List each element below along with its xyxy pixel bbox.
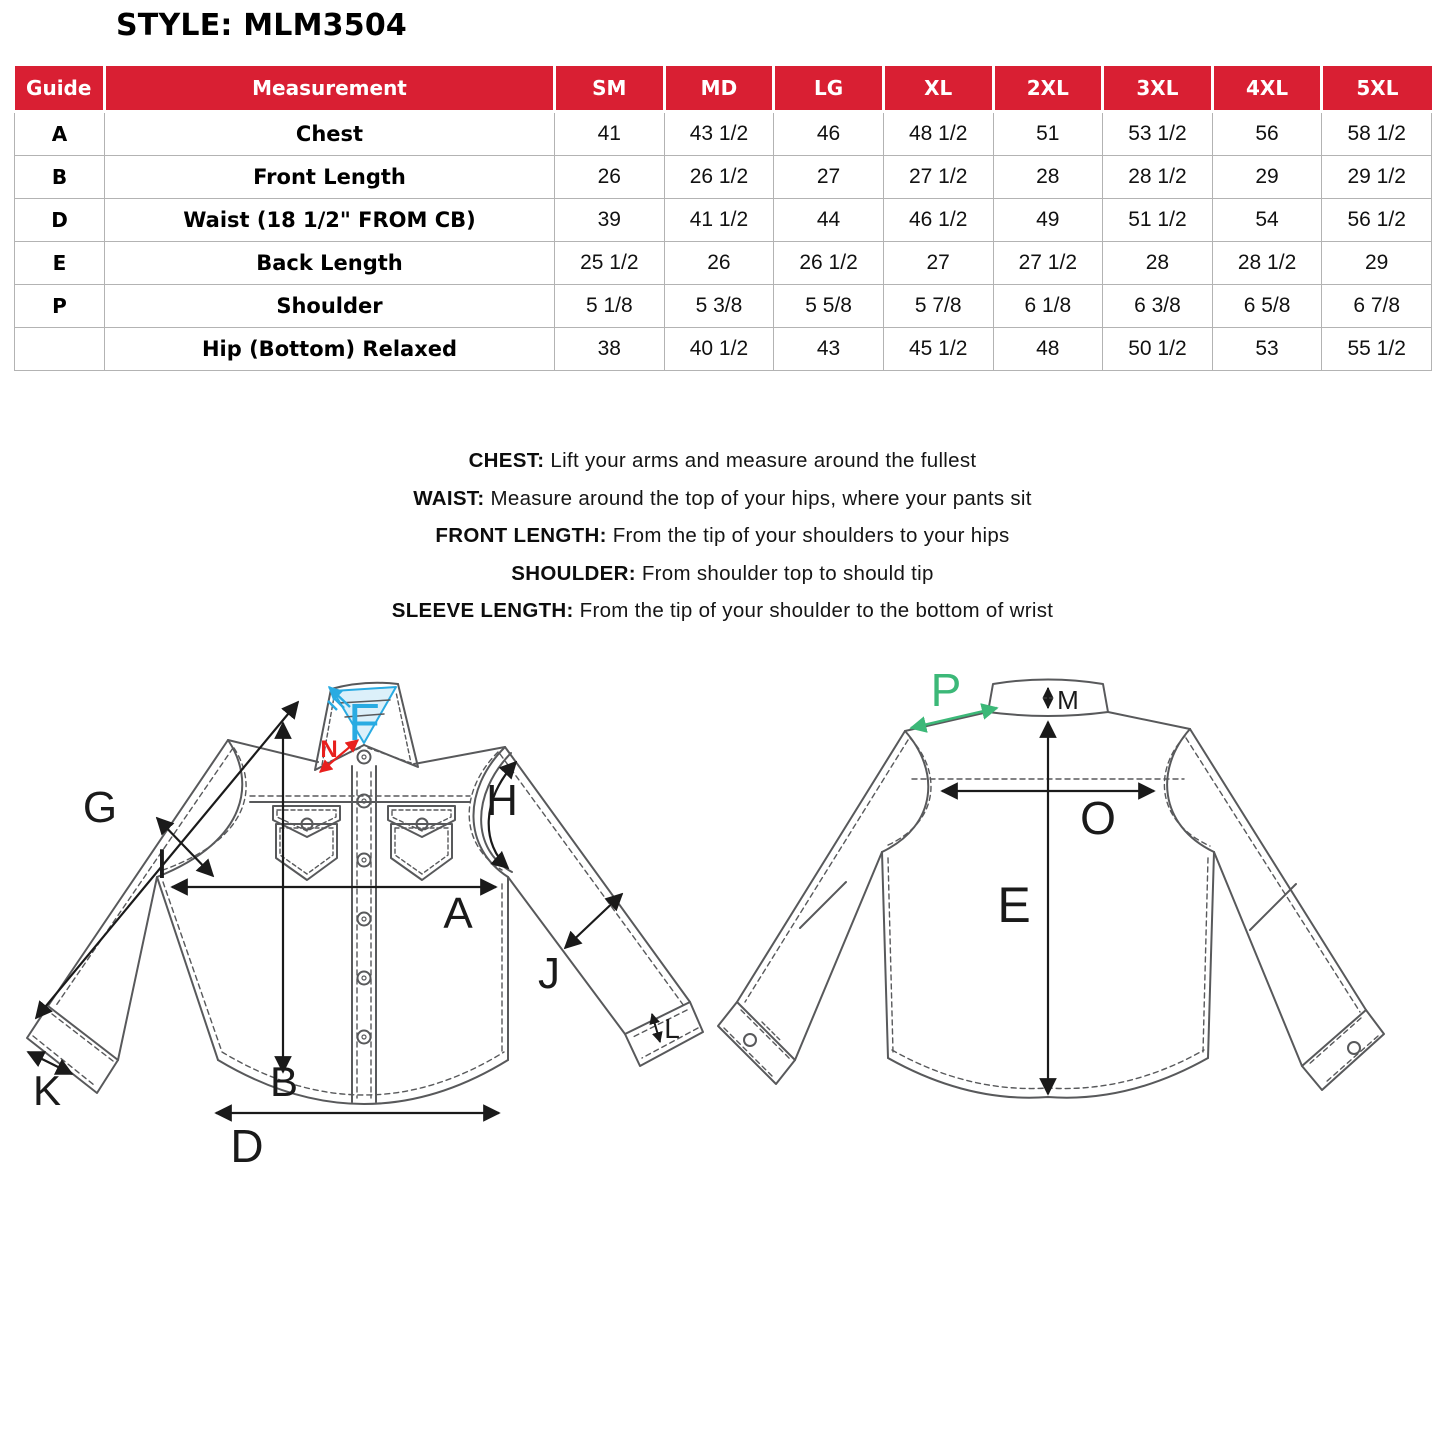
label-L: L: [664, 1013, 680, 1044]
label-G: G: [82, 783, 118, 832]
instruction-line: [0, 555, 1445, 593]
label-P: P: [930, 664, 962, 716]
size-chart-table: [14, 66, 1432, 371]
table-row: [15, 199, 1432, 242]
value-cell: 56 1/2: [1322, 199, 1432, 242]
table-row: [15, 328, 1432, 371]
value-cell: 38: [555, 328, 665, 371]
value-cell: 40 1/2: [664, 328, 774, 371]
value-cell: 48 1/2: [883, 112, 993, 156]
guide-cell: E: [15, 242, 105, 285]
value-cell: 27 1/2: [883, 156, 993, 199]
instruction-text: From the tip of your shoulder to the bottom of wrist: [573, 599, 1054, 622]
value-cell: 6 1/8: [993, 285, 1103, 328]
front-measure-arrows: [28, 687, 660, 1113]
instruction-label: SHOULDER:: [511, 561, 636, 585]
instruction-line: [0, 480, 1445, 518]
measurement-cell: Back Length: [105, 242, 555, 285]
value-cell: 55 1/2: [1322, 328, 1432, 371]
value-cell: 46 1/2: [883, 199, 993, 242]
value-cell: 28 1/2: [1103, 156, 1213, 199]
column-header-sm: SM: [555, 66, 665, 112]
label-J: J: [538, 949, 560, 998]
instruction-label: SLEEVE LENGTH:: [391, 599, 574, 622]
value-cell: 49: [993, 199, 1103, 242]
guide-cell: D: [15, 199, 105, 242]
value-cell: 29: [1322, 242, 1432, 285]
measuring-instructions: [0, 442, 1445, 630]
value-cell: 27: [883, 242, 993, 285]
value-cell: 51 1/2: [1103, 199, 1213, 242]
measurement-cell: Front Length: [105, 156, 555, 199]
label-F: F: [348, 694, 380, 752]
shirt-back-drawing: [718, 680, 1384, 1098]
measurement-cell: Hip (Bottom) Relaxed: [105, 328, 555, 371]
column-header-md: MD: [664, 66, 774, 112]
back-measure-arrows: [911, 688, 1154, 1094]
label-E: E: [997, 877, 1031, 933]
chest-pocket-right: [388, 806, 455, 880]
value-cell: 26: [664, 242, 774, 285]
table-row: [15, 285, 1432, 328]
column-header-guide: Guide: [15, 66, 105, 112]
value-cell: 43: [774, 328, 884, 371]
value-cell: 44: [774, 199, 884, 242]
instruction-label: WAIST:: [413, 486, 485, 510]
value-cell: 5 5/8: [774, 285, 884, 328]
label-O: O: [1080, 792, 1116, 844]
value-cell: 5 1/8: [555, 285, 665, 328]
column-header-measurement: Measurement: [105, 66, 555, 112]
column-header-xl: XL: [883, 66, 993, 112]
value-cell: 53: [1212, 328, 1322, 371]
instruction-line: [0, 517, 1445, 555]
size-chart-header: [15, 66, 1432, 112]
value-cell: 54: [1212, 199, 1322, 242]
value-cell: 5 7/8: [883, 285, 993, 328]
value-cell: 29 1/2: [1322, 156, 1432, 199]
value-cell: 43 1/2: [664, 112, 774, 156]
table-row: [15, 112, 1432, 156]
label-I: I: [156, 840, 168, 887]
front-letters: [33, 694, 680, 1172]
value-cell: 27 1/2: [993, 242, 1103, 285]
column-header-4xl: 4XL: [1212, 66, 1322, 112]
label-D: D: [230, 1120, 264, 1172]
value-cell: 27: [774, 156, 884, 199]
value-cell: 28: [1103, 242, 1213, 285]
instruction-text: From the tip of your shoulders to your hips: [606, 524, 1010, 547]
value-cell: 29: [1212, 156, 1322, 199]
value-cell: 46: [774, 112, 884, 156]
value-cell: 41 1/2: [664, 199, 774, 242]
value-cell: 6 3/8: [1103, 285, 1213, 328]
value-cell: 26: [555, 156, 665, 199]
guide-cell: B: [15, 156, 105, 199]
value-cell: 25 1/2: [555, 242, 665, 285]
value-cell: 51: [993, 112, 1103, 156]
value-cell: 58 1/2: [1322, 112, 1432, 156]
value-cell: 26 1/2: [774, 242, 884, 285]
value-cell: 41: [555, 112, 665, 156]
back-letters: [931, 664, 1116, 933]
instruction-label: FRONT LENGTH:: [435, 524, 607, 547]
value-cell: 48: [993, 328, 1103, 371]
column-header-lg: LG: [774, 66, 884, 112]
instruction-text: From shoulder top to should tip: [635, 561, 934, 585]
instruction-text: Measure around the top of your hips, where your pants sit: [484, 486, 1032, 510]
value-cell: 26 1/2: [664, 156, 774, 199]
value-cell: 50 1/2: [1103, 328, 1213, 371]
column-header-3xl: 3XL: [1103, 66, 1213, 112]
instruction-line: [0, 442, 1445, 480]
value-cell: 6 5/8: [1212, 285, 1322, 328]
measurement-cell: Shoulder: [105, 285, 555, 328]
guide-cell: A: [15, 112, 105, 156]
value-cell: 56: [1212, 112, 1322, 156]
value-cell: 53 1/2: [1103, 112, 1213, 156]
value-cell: 45 1/2: [883, 328, 993, 371]
value-cell: 5 3/8: [664, 285, 774, 328]
table-row: [15, 156, 1432, 199]
measurement-cell: Chest: [105, 112, 555, 156]
column-header-5xl: 5XL: [1322, 66, 1432, 112]
instruction-line: [0, 592, 1445, 630]
value-cell: 39: [555, 199, 665, 242]
label-B: B: [269, 1058, 299, 1105]
garment-diagram: [0, 650, 1445, 1300]
page-title: STYLE: MLM3504: [116, 8, 407, 43]
column-header-2xl: 2XL: [993, 66, 1103, 112]
value-cell: 28: [993, 156, 1103, 199]
label-M: M: [1057, 685, 1079, 715]
label-K: K: [32, 1067, 62, 1114]
label-A: A: [443, 889, 473, 938]
measurement-cell: Waist (18 1/2" FROM CB): [105, 199, 555, 242]
value-cell: 28 1/2: [1212, 242, 1322, 285]
table-row: [15, 242, 1432, 285]
label-H: H: [486, 776, 518, 825]
value-cell: 6 7/8: [1322, 285, 1432, 328]
instruction-text: Lift your arms and measure around the fullest: [544, 449, 977, 472]
guide-cell: P: [15, 285, 105, 328]
label-N: N: [320, 736, 338, 763]
guide-cell: [15, 328, 105, 371]
front-buttons: [358, 751, 371, 1044]
instruction-label: CHEST:: [468, 449, 545, 472]
